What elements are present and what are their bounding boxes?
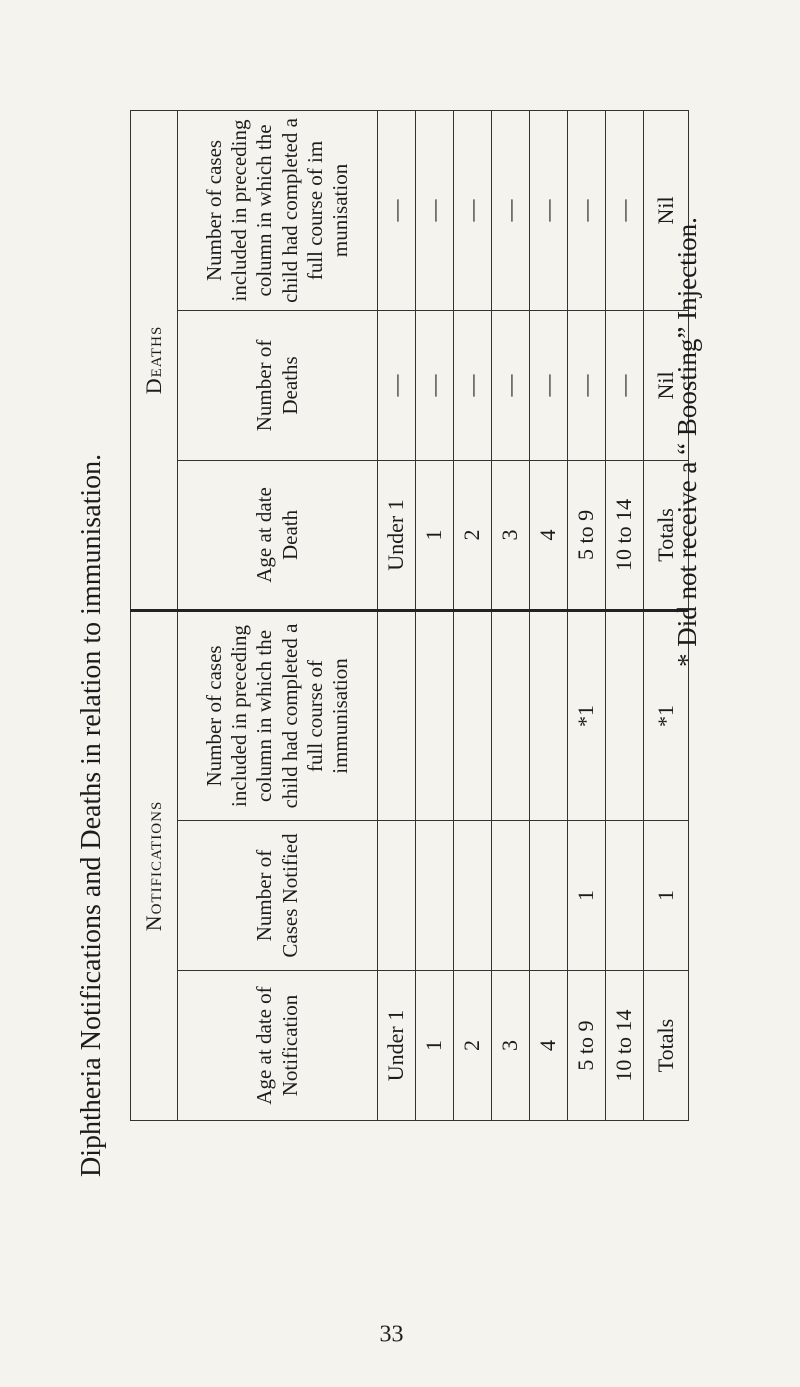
cell-immunised-death: — bbox=[606, 110, 644, 310]
cell-immunised-death: — bbox=[568, 110, 606, 310]
table-row bbox=[416, 110, 454, 1120]
cell-immunised-notif bbox=[530, 610, 568, 820]
col-age-notification: Age at date of Notification bbox=[178, 971, 378, 1121]
cell-notified bbox=[416, 821, 454, 971]
cell-totals-immunised-notif: *1 bbox=[644, 610, 689, 820]
table-row bbox=[530, 110, 568, 1120]
table-row bbox=[568, 110, 606, 1120]
cell-immunised-notif bbox=[454, 610, 492, 820]
cell-immunised-death: — bbox=[378, 110, 416, 310]
cell-deaths: — bbox=[454, 310, 492, 460]
cell-totals-label: Totals bbox=[644, 971, 689, 1121]
table-row bbox=[378, 110, 416, 1120]
cell-immunised-notif: *1 bbox=[568, 610, 606, 820]
cell-notified bbox=[530, 821, 568, 971]
cell-age-death: 4 bbox=[530, 460, 568, 610]
cell-age-notification: Under 1 bbox=[378, 971, 416, 1121]
table-row bbox=[606, 110, 644, 1120]
cell-totals-notified: 1 bbox=[644, 821, 689, 971]
cell-totals-deaths: Nil bbox=[644, 310, 689, 460]
cell-age-notification: 5 to 9 bbox=[568, 971, 606, 1121]
cell-totals-immunised-death: Nil bbox=[644, 110, 689, 310]
diphtheria-table bbox=[130, 110, 689, 1121]
cell-notified bbox=[378, 821, 416, 971]
col-age-death: Age at date Death bbox=[178, 460, 378, 610]
cell-immunised-notif bbox=[492, 610, 530, 820]
cell-notified bbox=[454, 821, 492, 971]
cell-age-death: 1 bbox=[416, 460, 454, 610]
cell-notified: 1 bbox=[568, 821, 606, 971]
cell-age-notification: 4 bbox=[530, 971, 568, 1121]
cell-deaths: — bbox=[492, 310, 530, 460]
cell-deaths: — bbox=[606, 310, 644, 460]
cell-age-notification: 1 bbox=[416, 971, 454, 1121]
cell-age-notification: 2 bbox=[454, 971, 492, 1121]
col-immunised-deaths: Number of cases included in preceding column in which the child had completed a full course of im munisation bbox=[178, 110, 378, 310]
cell-age-death: 2 bbox=[454, 460, 492, 610]
cell-immunised-notif bbox=[606, 610, 644, 820]
cell-age-notification: 3 bbox=[492, 971, 530, 1121]
cell-immunised-notif bbox=[416, 610, 454, 820]
col-number-deaths: Number of Deaths bbox=[178, 310, 378, 460]
cell-age-death: Under 1 bbox=[378, 460, 416, 610]
page-number: 33 bbox=[379, 1321, 404, 1348]
cell-age-notification: 10 to 14 bbox=[606, 971, 644, 1121]
cell-immunised-death: — bbox=[416, 110, 454, 310]
cell-age-death: 10 to 14 bbox=[606, 460, 644, 610]
cell-immunised-notif bbox=[378, 610, 416, 820]
cell-deaths: — bbox=[378, 310, 416, 460]
cell-immunised-death: — bbox=[454, 110, 492, 310]
cell-age-death: 5 to 9 bbox=[568, 460, 606, 610]
cell-immunised-death: — bbox=[530, 110, 568, 310]
table-row bbox=[454, 110, 492, 1120]
cell-deaths: — bbox=[568, 310, 606, 460]
deaths-heading: Deaths bbox=[131, 110, 178, 610]
cell-totals-death-label: Totals bbox=[644, 460, 689, 610]
col-cases-notified: Number of Cases Notified bbox=[178, 821, 378, 971]
notifications-heading: Notifications bbox=[131, 610, 178, 1120]
footnote: * Did not receive a “ Boosting” Injection. bbox=[672, 217, 702, 667]
cell-deaths: — bbox=[416, 310, 454, 460]
cell-notified bbox=[492, 821, 530, 971]
cell-age-death: 3 bbox=[492, 460, 530, 610]
table-row bbox=[492, 110, 530, 1120]
page-title: Diphtheria Notifications and Deaths in relation to immunisation. bbox=[76, 453, 107, 1177]
cell-notified bbox=[606, 821, 644, 971]
cell-immunised-death: — bbox=[492, 110, 530, 310]
col-immunised-notifications: Number of cases included in preceding column in which the child had completed a full course of immunisation bbox=[178, 610, 378, 820]
cell-deaths: — bbox=[530, 310, 568, 460]
